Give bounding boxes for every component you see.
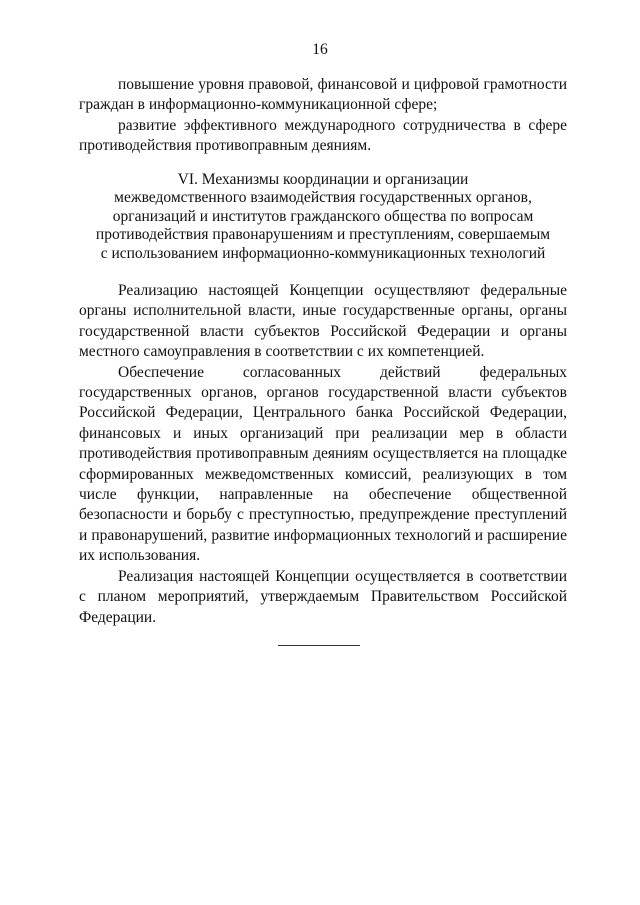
end-of-document-rule [278, 645, 360, 646]
intro-paragraph: развитие эффективного международного сотрудничества в сфере противодействия противоправным деяниям. [79, 116, 567, 155]
page-number: 16 [312, 41, 328, 58]
section-heading-line: организаций и институтов гражданского общества по вопросам [112, 207, 534, 225]
main-text-block [79, 281, 567, 628]
section-heading-line: межведомственного взаимодействия государственных органов, [114, 189, 532, 207]
section-heading-line: VI. Механизмы координации и организации [177, 171, 469, 188]
body-paragraph: Реализацию настоящей Концепции осуществляют федеральные органы исполнительной власти, иные государственные органы, органы государственной власти субъектов Российской Федерации и органы местного самоуправления в соответствии с их компетенцией. [79, 282, 567, 361]
section-heading-line: с использованием информационно-коммуникационных технологий [100, 244, 546, 262]
intro-paragraph: повышение уровня правовой, финансовой и цифровой грамотности граждан в информационно-коммуникационной сфере; [79, 76, 567, 114]
section-heading [79, 171, 567, 263]
intro-text-block [79, 75, 567, 157]
section-heading-line: противодействия правонарушениям и преступлениям, совершаемым [95, 226, 551, 244]
body-paragraph: Реализация настоящей Концепции осуществляется в соответствии с планом мероприятий, утверждаемым Правительством Российской Федерации. [79, 567, 567, 626]
body-paragraph: Обеспечение согласованных действий федеральных государственных органов, органов государственной власти субъектов Российской Федерации, Центрального банка Российской Федерации, финансовых и иных организаций при реализации мер в области противодействия противоправным деяниям осуществляется на площадке сформированных межведомственных комиссий, реализующих в том числе функции, направленные на обеспечение общественной безопасности и борьбу с преступностью, предупреждение преступлений и правонарушений, развитие информационных технологий и расширение их использования. [79, 363, 567, 565]
